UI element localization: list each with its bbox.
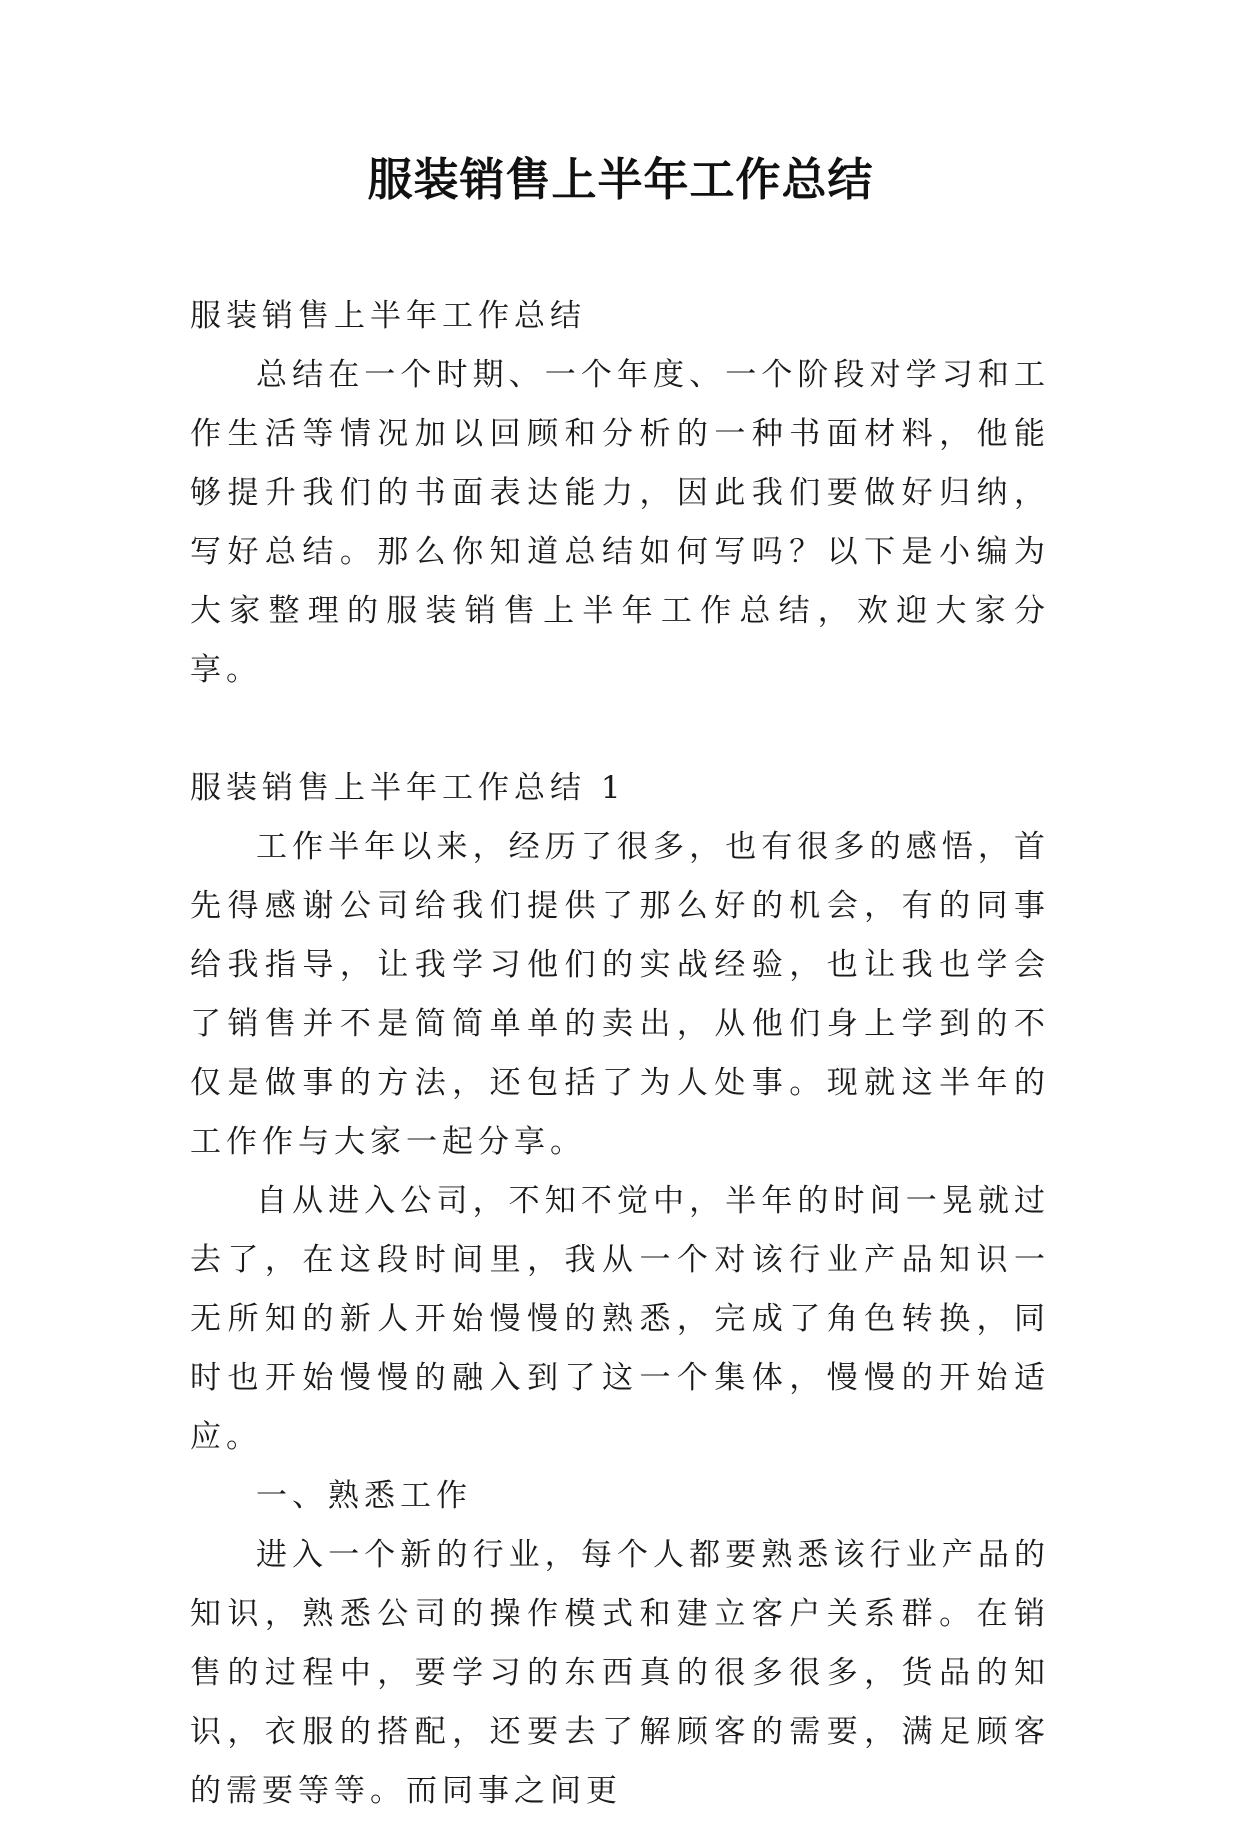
section-heading: 服装销售上半年工作总结 1 (190, 770, 626, 806)
body-paragraph: 自从进入公司，不知不觉中，半年的时间一晃就过去了，在这段时间里，我从一个对该行业产品知识一无所知的新人开始慢慢的熟悉，完成了角色转换，同时也开始慢慢的融入到了这一个集体，慢慢的开始适应。 (190, 1183, 1050, 1455)
document-title: 服装销售上半年工作总结 (367, 153, 874, 206)
body-paragraph: 进入一个新的行业，每个人都要熟悉该行业产品的知识，熟悉公司的操作模式和建立客户关系群。在销售的过程中，要学习的东西真的很多很多，货品的知识，衣服的搭配，还要去了解顾客的需要，满足顾客的需要等等。而同事之间更 (190, 1537, 1050, 1809)
subsection-heading: 一、熟悉工作 (256, 1478, 472, 1514)
paragraph-spacer (190, 700, 1050, 759)
intro-paragraph: 总结在一个时期、一个年度、一个阶段对学习和工作生活等情况加以回顾和分析的一种书面材料，他能够提升我们的书面表达能力，因此我们要做好归纳，写好总结。那么你知道总结如何写吗？以下是小编为大家整理的服装销售上半年工作总结，欢迎大家分享。 (190, 357, 1050, 688)
document-body (190, 287, 1050, 1821)
intro-heading: 服装销售上半年工作总结 (190, 298, 586, 334)
body-paragraph: 工作半年以来，经历了很多，也有很多的感悟，首先得感谢公司给我们提供了那么好的机会，有的同事给我指导，让我学习他们的实战经验，也让我也学会了销售并不是简简单单的卖出，从他们身上学到的不仅是做事的方法，还包括了为人处事。现就这半年的工作作与大家一起分享。 (190, 829, 1050, 1160)
